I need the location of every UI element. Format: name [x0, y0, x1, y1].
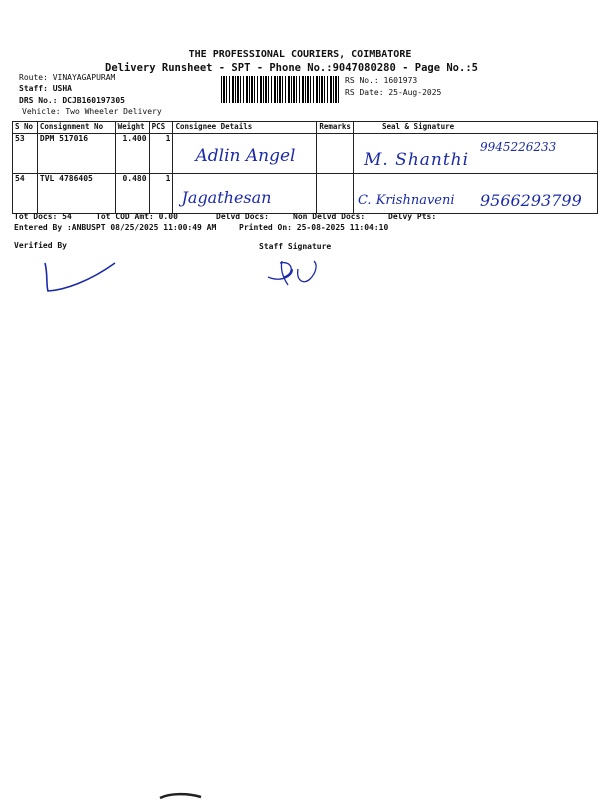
seal-handwriting: C. Krishnaveni — [357, 193, 455, 208]
barcode — [221, 76, 341, 103]
col-header-pcs: PCS — [149, 122, 173, 134]
row-weight: 1.400 — [115, 134, 149, 174]
row-remarks — [317, 134, 354, 174]
delivery-table — [12, 121, 598, 214]
table-header-row — [13, 122, 598, 134]
table-row — [13, 174, 598, 214]
col-header-remarks: Remarks — [317, 122, 354, 134]
rs-date: RS Date: 25-Aug-2025 — [345, 88, 442, 97]
row-consignee — [173, 174, 317, 214]
row-sno: 54 — [13, 174, 38, 214]
col-header-consignment: Consignment No — [37, 122, 115, 134]
row-seal — [353, 174, 597, 214]
seal-handwriting: M. Shanthi — [363, 150, 470, 170]
non-delivered-docs: Non Delvd Docs: — [293, 212, 366, 221]
seal-phone-handwriting: 9945226233 — [479, 140, 557, 154]
total-cod-amount: Tot COD Amt: 0.00 — [96, 212, 178, 221]
route-label: Route: VINAYAGAPURAM — [19, 73, 116, 82]
row-sno: 53 — [13, 134, 38, 174]
row-seal — [353, 134, 597, 174]
total-docs: Tot Docs: 54 — [14, 212, 72, 221]
row-pcs: 1 — [149, 174, 173, 214]
printed-on: Printed On: 25-08-2025 11:04:10 — [239, 223, 389, 232]
drs-number: DRS No.: DCJB160197305 — [19, 96, 125, 105]
row-weight: 0.480 — [115, 174, 149, 214]
row-pcs: 1 — [149, 134, 173, 174]
consignee-handwriting: Jagathesan — [181, 188, 272, 207]
entered-by: Entered By :ANBUSPT 08/25/2025 11:00:49 AM — [14, 223, 217, 232]
runsheet-subtitle: Delivery Runsheet - SPT - Phone No.:9047080280 - Page No.:5 — [105, 62, 478, 74]
row-consignment: DPM 517016 — [37, 134, 115, 174]
staff-label: Staff: USHA — [19, 84, 72, 93]
col-header-weight: Weight — [115, 122, 149, 134]
verifier-signature — [40, 255, 120, 300]
consignee-handwriting: Adlin Angel — [195, 146, 296, 166]
verified-by-label: Verified By — [14, 241, 67, 250]
company-title: THE PROFESSIONAL COURIERS, COIMBATORE — [188, 49, 412, 60]
row-consignee — [173, 134, 317, 174]
delivered-docs: Delvd Docs: — [216, 212, 269, 221]
vehicle-label: Vehicle: Two Wheeler Delivery — [22, 107, 162, 116]
col-header-seal: Seal & Signature — [353, 122, 597, 134]
staff-signature-label: Staff Signature — [259, 242, 332, 251]
bottom-mark — [158, 792, 203, 800]
rs-number: RS No.: 1601973 — [345, 76, 418, 85]
seal-phone-handwriting: 9566293799 — [479, 191, 582, 210]
row-remarks — [317, 174, 354, 214]
delivery-points: Delvy Pts: — [388, 212, 437, 221]
table-row — [13, 134, 598, 174]
col-header-sno: S No — [13, 122, 38, 134]
col-header-consignee: Consignee Details — [173, 122, 317, 134]
staff-signature — [262, 255, 332, 295]
row-consignment: TVL 4786405 — [37, 174, 115, 214]
